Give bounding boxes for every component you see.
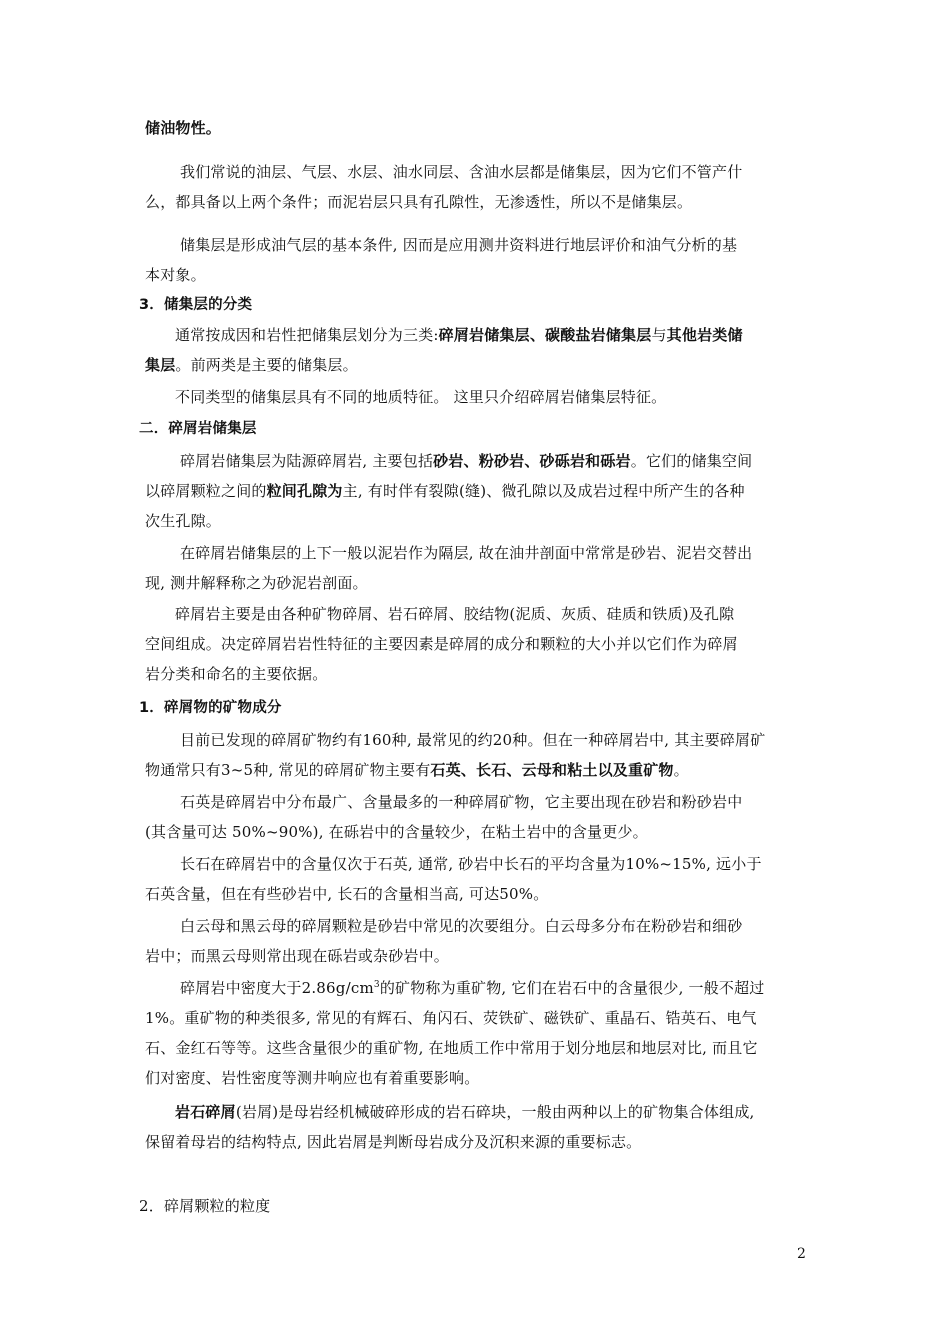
- text-line: [145, 511, 221, 531]
- text-run: 的矿物称为重矿物, 它们在岩石中的含量很少, 一般不超过: [379, 979, 765, 997]
- text-run: 碎屑岩主要是由各种矿物碎屑、岩石碎屑、胶结物(泥质、灰质、硅质和铁质)及孔隙: [175, 605, 735, 623]
- section-heading: [139, 419, 257, 439]
- text-run: 岩中；而黑云母则常出现在砾岩或杂砂岩中。: [145, 947, 450, 965]
- bold-term: 粒间孔隙为: [266, 482, 343, 500]
- text-run: 现, 测井解释称之为砂泥岩剖面。: [145, 574, 368, 592]
- text-run: 碎屑岩中密度大于2.86g/cm: [180, 979, 374, 997]
- text-line: [145, 192, 692, 212]
- text-run: 。前两类是主要的储集层。: [175, 356, 358, 374]
- text-run: 本对象。: [145, 266, 206, 284]
- text-line: [145, 664, 327, 684]
- text-run: 储集层是形成油气层的基本条件, 因而是应用测井资料进行地层评价和油气分析的基: [180, 236, 738, 254]
- text-line: [145, 265, 206, 285]
- text-run: 长石在碎屑岩中的含量仅次于石英, 通常, 砂岩中长石的平均含量为10%~15%, 远小于: [180, 855, 762, 873]
- text-run: 3．储集层的分类: [139, 297, 253, 313]
- text-run: 1．碎屑物的矿物成分: [139, 700, 282, 716]
- text-run: 石、金红石等等。这些含量很少的重矿物, 在地质工作中常用于划分地层和地层对比, 而且它: [145, 1039, 758, 1057]
- bold-term: 石英、长石、云母和粘土以及重矿物: [430, 761, 674, 779]
- superscript: 3: [373, 980, 380, 990]
- text-run: 石英含量，但在有些砂岩中, 长石的含量相当高, 可达50%。: [145, 885, 549, 903]
- bold-term: 其他岩类储: [666, 326, 743, 344]
- text-line: [145, 481, 745, 501]
- text-line: [175, 1102, 755, 1122]
- text-run: 么，都具备以上两个条件；而泥岩层只具有孔隙性，无渗透性，所以不是储集层。: [145, 193, 693, 211]
- section-heading: [139, 295, 252, 315]
- text-line: [175, 387, 666, 407]
- text-run: 。它们的储集空间: [630, 452, 753, 470]
- text-run: 在碎屑岩储集层的上下一般以泥岩作为隔层, 故在油井剖面中常常是砂岩、泥岩交替出: [180, 544, 753, 562]
- text-line: [139, 1196, 270, 1216]
- text-run: 空间组成。决定碎屑岩岩性特征的主要因素是碎屑的成分和颗粒的大小并以它们作为碎屑: [145, 635, 738, 653]
- text-run: 保留着母岩的结构特点, 因此岩屑是判断母岩成分及沉积来源的重要标志。: [145, 1133, 642, 1151]
- text-line: [145, 1008, 757, 1028]
- text-run: 白云母和黑云母的碎屑颗粒是砂岩中常见的次要组分。白云母多分布在粉砂岩和细砂: [180, 917, 743, 935]
- text-run: 物通常只有3~5种, 常见的碎屑矿物主要有: [145, 761, 431, 779]
- text-run: 以碎屑颗粒之间的: [145, 482, 267, 500]
- text-line: [145, 634, 738, 654]
- text-run: 我们常说的油层、气层、水层、油水同层、含油水层都是储集层，因为它们不管产什: [180, 163, 743, 181]
- text-line: [145, 946, 449, 966]
- text-line: [180, 854, 762, 874]
- text-run: 2．碎屑颗粒的粒度: [139, 1197, 271, 1215]
- bold-term: 碎屑岩储集层、碳酸盐岩储集层: [438, 326, 652, 344]
- text-line: [145, 1132, 641, 1152]
- text-line: [145, 1038, 758, 1058]
- text-run: 二．碎屑岩储集层: [139, 421, 257, 437]
- text-line: [180, 162, 742, 182]
- text-line: [180, 730, 765, 750]
- text-run: 碎屑岩储集层为陆源碎屑岩, 主要包括: [180, 452, 434, 470]
- text-line: [145, 1068, 479, 1088]
- text-run: 不同类型的储集层具有不同的地质特征。 这里只介绍碎屑岩储集层特征。: [175, 388, 667, 406]
- bold-term: 储油物性。: [145, 119, 222, 137]
- text-line: [180, 543, 752, 563]
- text-line: [175, 325, 743, 345]
- text-line: [145, 118, 221, 138]
- bold-term: 岩石碎屑: [175, 1103, 236, 1121]
- text-run: 1%。重矿物的种类很多, 常见的有辉石、角闪石、荧铁矿、磁铁矿、重晶石、锆英石、电气: [145, 1009, 757, 1027]
- text-line: [180, 235, 737, 255]
- page-number: 2: [797, 1246, 806, 1262]
- text-run: 石英是碎屑岩中分布最广、含量最多的一种碎屑矿物，它主要出现在砂岩和粉砂岩中: [180, 793, 743, 811]
- bold-term: 砂岩、粉砂岩、砂砾岩和砾岩: [433, 452, 631, 470]
- text-run: 目前已发现的碎屑矿物约有160种, 最常见的约20种。但在一种碎屑岩中, 其主要碎屑矿: [180, 731, 766, 749]
- text-run: (岩屑)是母岩经机械破碎形成的岩石碎块，一般由两种以上的矿物集合体组成,: [235, 1103, 755, 1121]
- text-run: (其含量可达 50%~90%), 在砾岩中的含量较少，在粘土岩中的含量更少。: [145, 823, 648, 841]
- text-line: [175, 604, 734, 624]
- text-line: [180, 451, 752, 471]
- text-line: [145, 760, 689, 780]
- text-run: 与: [651, 326, 667, 344]
- text-line: [145, 884, 548, 904]
- section-heading: [139, 698, 282, 718]
- text-run: 通常按成因和岩性把储集层划分为三类:: [175, 326, 439, 344]
- bold-term: 集层: [145, 356, 176, 374]
- text-line: [145, 573, 368, 593]
- text-run: 们对密度、岩性密度等测井响应也有着重要影响。: [145, 1069, 480, 1087]
- text-run: 。: [673, 761, 689, 779]
- text-line: [180, 978, 765, 998]
- text-line: [180, 916, 742, 936]
- text-run: 岩分类和命名的主要依据。: [145, 665, 328, 683]
- text-line: [145, 355, 358, 375]
- text-run: 主, 有时伴有裂隙(缝)、微孔隙以及成岩过程中所产生的各种: [342, 482, 745, 500]
- text-line: [145, 822, 648, 842]
- text-line: [180, 792, 742, 812]
- text-run: 次生孔隙。: [145, 512, 222, 530]
